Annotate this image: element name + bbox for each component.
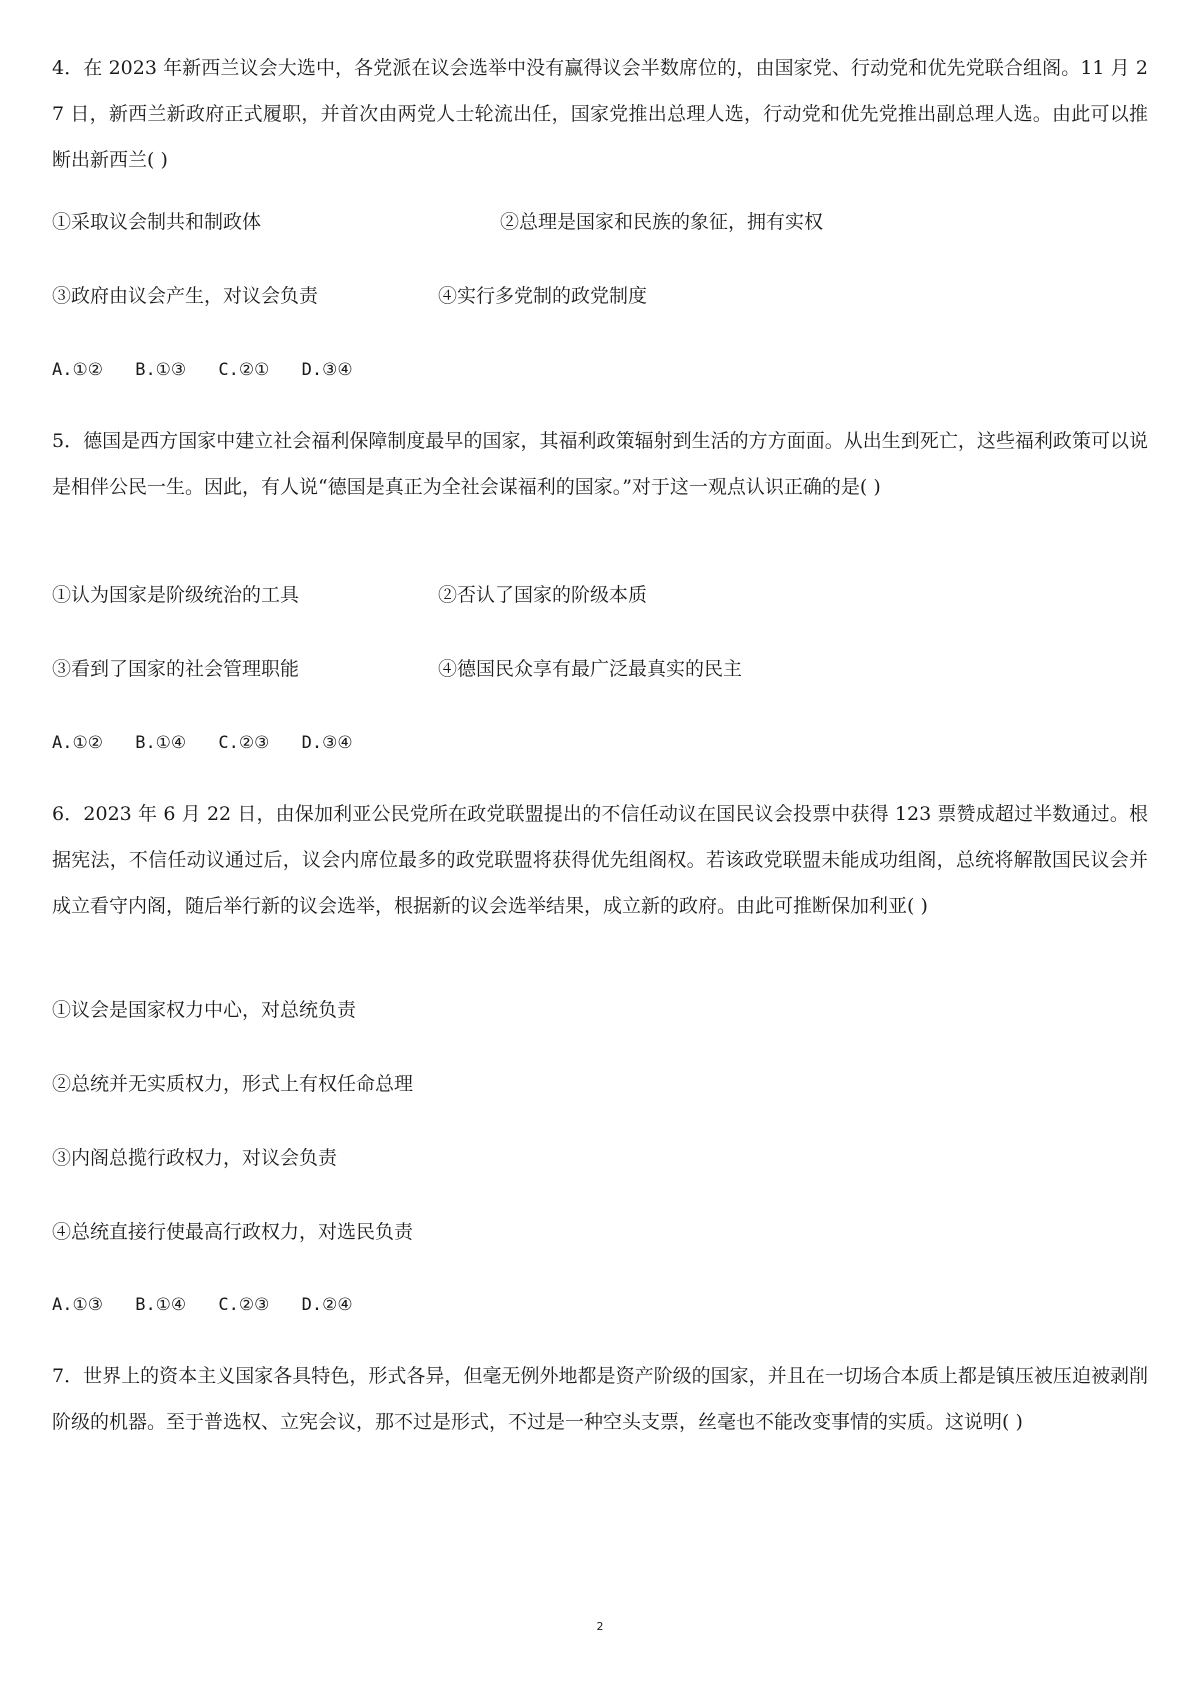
question-4-option-1: ①采取议会制共和制政体 (52, 211, 262, 233)
question-5-answer-b: B.①④ (135, 733, 187, 753)
question-6-answer-b: B.①④ (135, 1295, 187, 1315)
question-4-answer-d: D.③④ (301, 360, 353, 380)
question-4-option-3: ③政府由议会产生，对议会负责 (52, 285, 319, 307)
question-6-option-1: ①议会是国家权力中心，对总统负责 (52, 999, 357, 1021)
question-5-answer-a: A.①② (52, 733, 103, 753)
question-4-option-2: ②总理是国家和民族的象征，拥有实权 (500, 211, 824, 233)
question-5-option-1: ①认为国家是阶级统治的工具 (52, 584, 300, 606)
question-6-answer-a: A.①③ (52, 1295, 103, 1315)
question-5-option-2: ②否认了国家的阶级本质 (438, 584, 648, 606)
question-4-answer-c: C.②① (218, 360, 270, 380)
question-4-answer-b: B.①③ (135, 360, 187, 380)
question-6-stem: 6．2023 年 6 月 22 日，由保加利亚公民党所在政党联盟提出的不信任动议在国民议会投票中获得 123 票赞成超过半数通过。根据宪法，不信任动议通过后，议会内席位最多的政党联盟将获得优先组阁权。若该政党联盟未能成功组阁，总统将解散国民议会并成立看守内阁，随后举行新的议会选举，根据新的议会选举结果，成立新的政府。由此可推断保加利亚( ) (52, 803, 1148, 917)
question-4-answers (52, 355, 375, 385)
question-5-answers (52, 728, 375, 758)
question-4-stem: 4．在 2023 年新西兰议会大选中，各党派在议会选举中没有赢得议会半数席位的，由国家党、行动党和优先党联合组阁。11 月 27 日，新西兰新政府正式履职，并首次由两党人士轮流出任，国家党推出总理人选，行动党和优先党推出副总理人选。由此可以推断出新西兰( ) (52, 57, 1148, 171)
question-7-stem: 7．世界上的资本主义国家各具特色，形式各异，但毫无例外地都是资产阶级的国家，并且在一切场合本质上都是镇压被压迫被剥削阶级的机器。至于普选权、立宪会议，那不过是形式，不过是一种空头支票，丝毫也不能改变事情的实质。这说明( ) (52, 1365, 1148, 1433)
question-6-option-4: ④总统直接行使最高行政权力，对选民负责 (52, 1221, 414, 1243)
question-6-option-2: ②总统并无实质权力，形式上有权任命总理 (52, 1073, 414, 1095)
question-6-answer-c: C.②③ (218, 1295, 270, 1315)
question-5-stem: 5．德国是西方国家中建立社会福利保障制度最早的国家，其福利政策辐射到生活的方方面面。从出生到死亡，这些福利政策可以说是相伴公民一生。因此，有人说“德国是真正为全社会谋福利的国家。”对于这一观点认识正确的是( ) (52, 430, 1148, 498)
question-5-answer-c: C.②③ (218, 733, 270, 753)
question-5-option-4: ④德国民众享有最广泛最真实的民主 (438, 658, 743, 680)
question-4-option-4: ④实行多党制的政党制度 (438, 285, 648, 307)
question-5-answer-d: D.③④ (301, 733, 353, 753)
question-6-answers (52, 1290, 375, 1320)
question-6-answer-d: D.②④ (301, 1295, 353, 1315)
question-4-answer-a: A.①② (52, 360, 103, 380)
question-5-option-3: ③看到了国家的社会管理职能 (52, 658, 300, 680)
question-6-option-3: ③内阁总揽行政权力，对议会负责 (52, 1147, 338, 1169)
page-number: 2 (596, 1620, 604, 1633)
